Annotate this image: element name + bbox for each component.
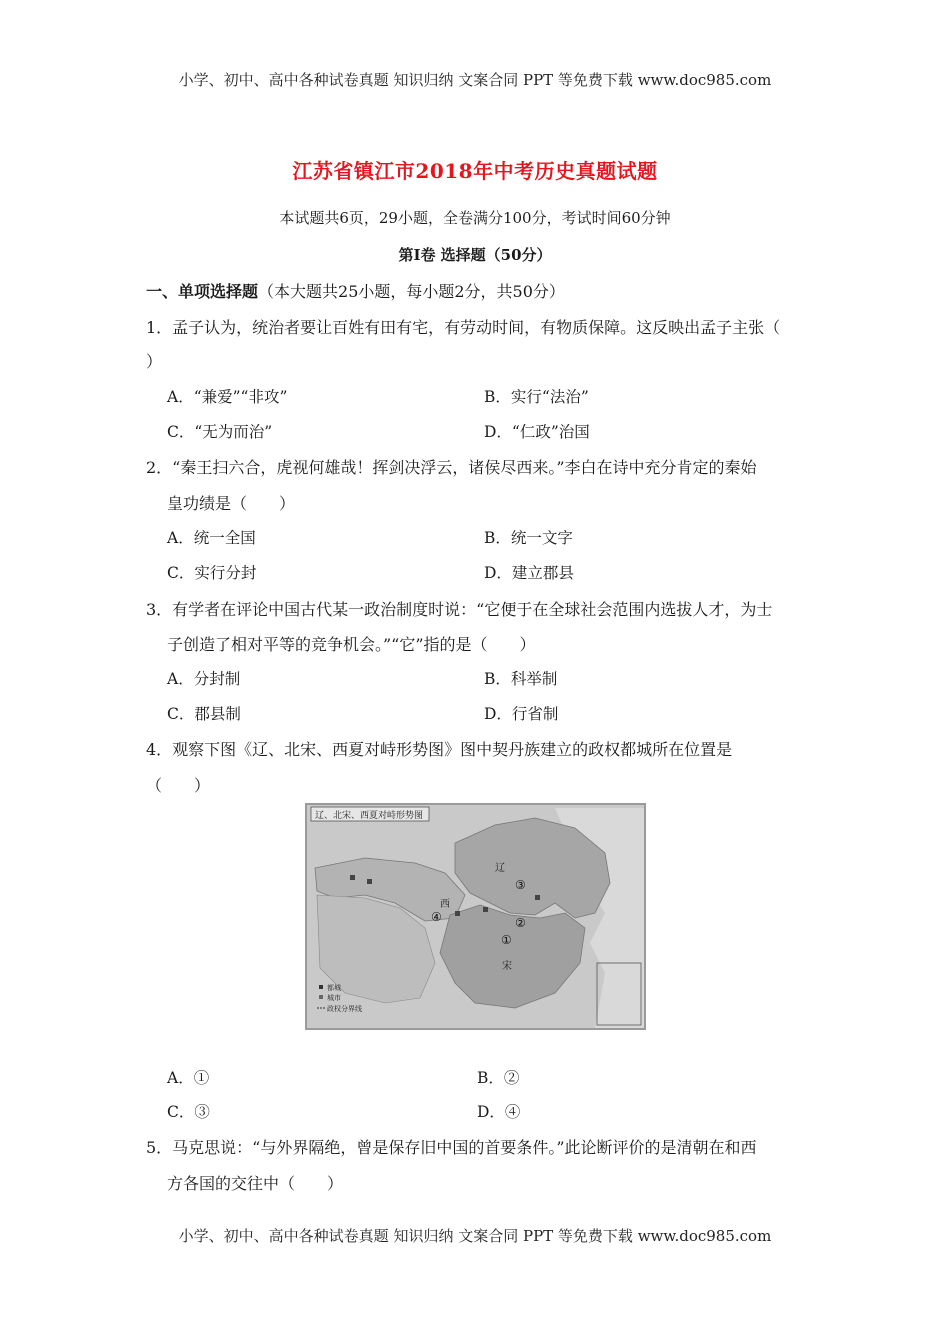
- q4-option-c: C．③: [167, 1103, 210, 1121]
- map-marker-2: ②: [515, 916, 526, 930]
- q4-option-d: D．④: [477, 1103, 521, 1121]
- map-marker-3: ③: [515, 878, 526, 892]
- q1-option-d: D．“仁政”治国: [484, 423, 590, 441]
- map-label-liao: 辽: [495, 863, 505, 874]
- q2-option-c: C．实行分封: [167, 564, 257, 582]
- question-5-stem: 5．马克思说：“与外界隔绝，曾是保存旧中国的首要条件。”此论断评价的是清朝在和西: [146, 1138, 757, 1157]
- map-legend-border: 政权分界线: [327, 1005, 362, 1013]
- question-4-stem-cont: （ ）: [146, 776, 211, 795]
- q3-option-c: C．郡县制: [167, 705, 241, 723]
- question-4-stem: 4．观察下图《辽、北宋、西夏对峙形势图》图中契丹族建立的政权都城所在位置是: [146, 740, 733, 759]
- map-marker-1: ①: [501, 933, 512, 947]
- section-note: （本大题共25小题，每小题2分，共50分）: [258, 282, 565, 301]
- page-header: 小学、初中、高中各种试卷真题 知识归纳 文案合同 PPT 等免费下载 www.doc985.com: [178, 71, 772, 89]
- section-heading: [146, 279, 565, 302]
- q3-option-a: A．分封制: [167, 670, 241, 688]
- map-legend-city: 城市: [327, 994, 341, 1002]
- q2-option-a: A．统一全国: [167, 529, 256, 547]
- question-2-stem-cont: 皇功绩是（ ）: [167, 494, 296, 513]
- q1-option-b: B．实行“法治”: [484, 388, 589, 406]
- historical-map: [305, 803, 646, 1030]
- map-legend-capital: 都城: [327, 984, 341, 992]
- section-label: 一、单项选择题: [146, 282, 259, 301]
- q1-option-a: A．“兼爱”“非攻”: [167, 388, 288, 406]
- q4-option-a: A．①: [167, 1069, 210, 1087]
- volume-title: 第Ⅰ卷 选择题（50分）: [398, 246, 552, 264]
- question-2-stem: 2．“秦王扫六合，虎视何雄哉！挥剑决浮云，诸侯尽西来。”李白在诗中充分肯定的秦始: [146, 458, 757, 477]
- page-footer: 小学、初中、高中各种试卷真题 知识归纳 文案合同 PPT 等免费下载 www.doc985.com: [178, 1227, 772, 1245]
- question-3-stem: 3．有学者在评论中国古代某一政治制度时说：“它便于在全球社会范围内选拔人才，为士: [146, 600, 773, 619]
- question-1-stem-cont: ）: [146, 352, 163, 371]
- q2-option-b: B．统一文字: [484, 529, 573, 547]
- q3-option-b: B．科举制: [484, 670, 558, 688]
- map-label-xixia: 西: [440, 899, 450, 910]
- exam-title: 江苏省镇江市2018年中考历史真题试题: [292, 159, 658, 183]
- map-title: 辽、北宋、西夏对峙形势图: [315, 811, 424, 821]
- map-label-song: 宋: [502, 961, 512, 972]
- map-marker-4: ④: [431, 910, 442, 924]
- q4-option-b: B．②: [477, 1069, 520, 1087]
- question-1-stem: 1．孟子认为，统治者要让百姓有田有宅，有劳动时间，有物质保障。这反映出孟子主张（: [146, 318, 781, 337]
- q3-option-d: D．行省制: [484, 705, 559, 723]
- q1-option-c: C．“无为而治”: [167, 423, 273, 441]
- exam-info: 本试题共6页，29小题，全卷满分100分，考试时间60分钟: [279, 209, 671, 227]
- q2-option-d: D．建立郡县: [484, 564, 574, 582]
- question-5-stem-cont: 方各国的交往中（ ）: [167, 1174, 344, 1193]
- question-3-stem-cont: 子创造了相对平等的竞争机会。”“它”指的是（ ）: [167, 635, 536, 654]
